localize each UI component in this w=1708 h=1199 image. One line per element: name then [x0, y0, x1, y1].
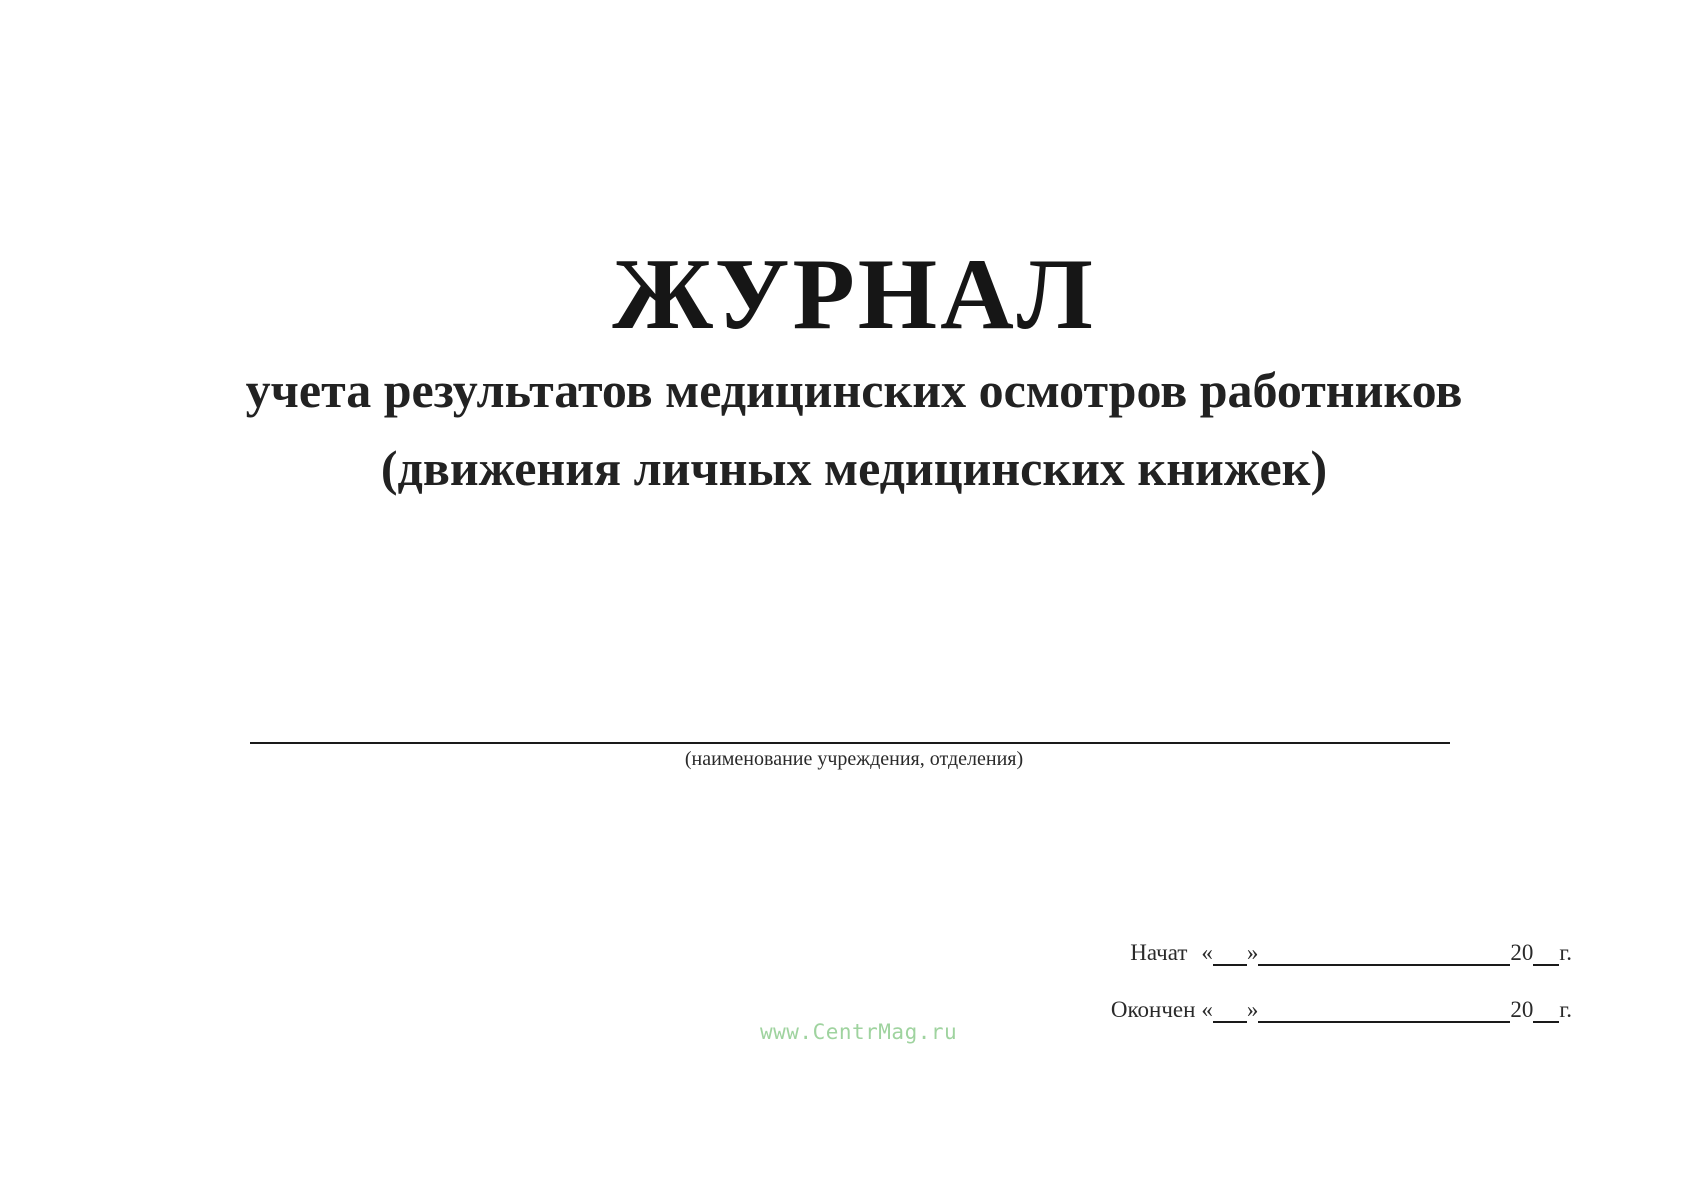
- finished-year-suffix: г.: [1559, 997, 1572, 1022]
- journal-subtitle-line-2: (движения личных медицинских книжек): [380, 440, 1328, 496]
- organization-name-field: [250, 742, 1450, 744]
- journal-subtitle-line-1: учета результатов медицинских осмотров работников: [245, 362, 1463, 418]
- finished-day-blank: [1213, 1001, 1247, 1023]
- started-year-blank: [1533, 944, 1559, 966]
- finished-month-blank: [1258, 1001, 1510, 1023]
- finished-year-blank: [1533, 1001, 1559, 1023]
- started-month-blank: [1258, 944, 1510, 966]
- site-watermark: www.CentrMag.ru: [760, 1020, 958, 1044]
- started-year-suffix: г.: [1559, 940, 1572, 965]
- quote-open: «: [1201, 940, 1213, 965]
- started-date-row: [1115, 940, 1572, 966]
- quote-close: »: [1246, 997, 1259, 1022]
- finished-label: Окончен: [1110, 997, 1196, 1022]
- started-year-prefix: 20: [1510, 940, 1534, 965]
- organization-name-caption: (наименование учреждения, отделения): [684, 748, 1024, 770]
- journal-title: ЖУРНАЛ: [612, 238, 1096, 351]
- finished-date-row: [1103, 997, 1572, 1023]
- quote-close: »: [1246, 940, 1259, 965]
- quote-open: «: [1201, 997, 1213, 1022]
- started-label: Начат: [1130, 940, 1188, 965]
- started-day-blank: [1213, 944, 1247, 966]
- finished-year-prefix: 20: [1510, 997, 1534, 1022]
